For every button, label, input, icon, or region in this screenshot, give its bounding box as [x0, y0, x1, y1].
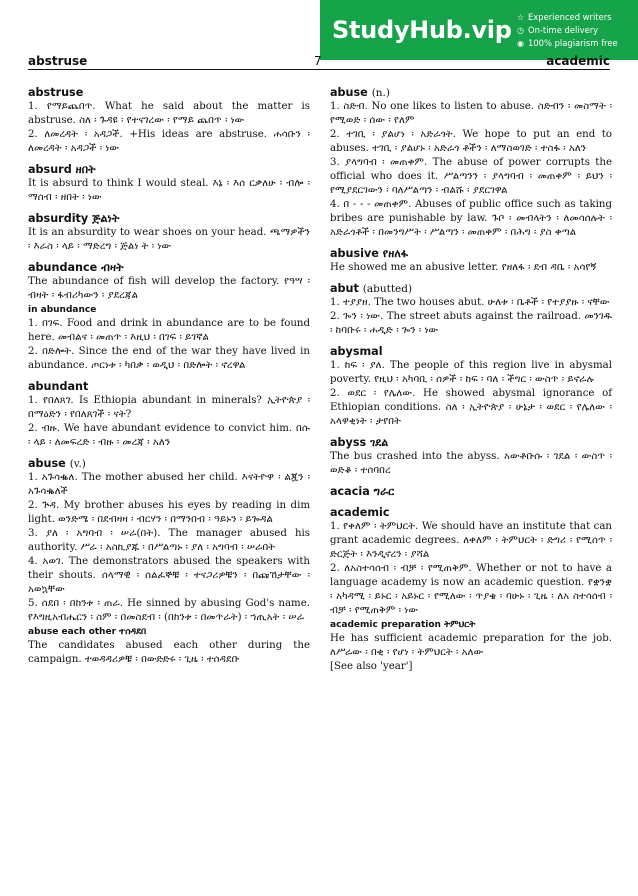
definition-line: 3. ያለ ፡ አግባብ ፡ ሠራ(በት). The manager abused his authority. ሥራ ፡ አስኪያጁ ፡ በሥልጣኑ ፡ ያለ ፡ አግባብ ፡ ሠራበት: [28, 528, 310, 553]
dictionary-entry: [330, 485, 612, 499]
definition-line: 4. አወገ. The demonstrators abused the speakers with their shouts. ሰላማዊ ፡ ሰልፈኞቹ ፡ ተናጋሪዎቹን ፡ በጩኸታቸው ፡ አወኳቸው: [28, 556, 310, 595]
entry-headword: [330, 506, 612, 520]
right-column: [330, 86, 612, 681]
entry-headword: [330, 345, 612, 359]
entry-headword: [330, 485, 612, 499]
headword-text: abundance ብዛት: [28, 261, 124, 274]
banner-feature-text: 100% plagiarism free: [528, 37, 618, 48]
definition-line: [See also 'year']: [330, 661, 413, 672]
subentry-heading: in abundance: [28, 305, 97, 315]
entry-headword: [330, 282, 612, 296]
page-number: 7: [314, 54, 322, 68]
entry-headword: [28, 212, 310, 226]
definition-line: 3. ያላግባብ ፡ መጠቀም. The abuse of power corrupts the official who does it. ሥልጣንን ፡ ያላግባብ ፡ መጠቀም ፡ ይህን ፡ የሚያደርገውን ፡ ባለሥልጣን ፡ ብልሹ ፡ ያደርገዋል: [330, 157, 612, 196]
headword-text: absurd ዘበት: [28, 163, 96, 176]
definition-line: 4. በ - - - መጠቀም. Abuses of public office such as taking bribes are punishable by law. ጉቦ ፡ መብላትን ፡ ለመሳሰሉት ፡ አድራጎቶች ፡ በመንግሥት ፡ ሥልጣን ፡ መጠቀም ፡ በሕግ ፡ ያስ ቀጣል: [330, 199, 612, 238]
dictionary-entry: [28, 212, 310, 254]
headword-text: abysmal: [330, 345, 383, 358]
dictionary-entry: [330, 436, 612, 478]
headword-text: abusive የዘለፋ: [330, 247, 409, 260]
definition-line: 1. አጉሳቈለ. The mother abused her child. እናትዮዋ ፡ ልጇን ፡ አጉሳቈለች: [28, 472, 310, 497]
entry-headword: [330, 247, 612, 261]
definition-line: 1. ተያያዘ. The two houses abut. ሁለቱ ፡ ቤቶች ፡ የተያያዙ ፡ ናቸው: [330, 297, 610, 308]
subentry-heading: abuse each other ተሰዳደበ: [28, 627, 147, 637]
definition-line: It is absurd to think I would steal. እኔ ፡ እሰ ርቃለሁ ፡ ብሎ ፡ ማሰብ ፡ ዘበት ፡ ነው: [28, 178, 310, 203]
entry-headword: [330, 86, 612, 100]
dictionary-entry: [28, 86, 310, 156]
definition-line: 2. ለአስተሳሰብ ፡ ብቻ ፡ የሚጠቅም. Whether or not to have a language academy is now an academic question. የቋንቋ ፡ አካዳሚ ፡ ይኑር ፡ አይኑር ፡ የሚለው ፡ ጥያቄ ፡ ባሁኑ ፡ ጊዜ ፡ ለአ ስተሳሰብ ፡ ብቻ ፡ የሚጠቅም ፡ ነው: [330, 563, 612, 616]
part-of-speech: (v.): [69, 458, 86, 470]
definition-line: 1. የበለጸገ. Is Ethiopia abundant in minerals? ኢትዮጵያ ፡ በማዕድን ፡ የበለጸገች ፡ ናት?: [28, 395, 310, 420]
banner-feature: [516, 11, 618, 24]
headword-text: abundant: [28, 380, 89, 393]
star-icon: ☆: [516, 12, 525, 22]
header-first-word: abstruse: [28, 54, 88, 68]
definition-line: 5. ሰደበ ፡ በከንቱ ፡ ጠራ. He sinned by abusing God's name. የእግዚአብሔርን ፡ ስም ፡ በመስደብ ፡ (በከንቱ ፡ በመጥራት) ፡ ኀጢአት ፡ ሠራ: [28, 598, 310, 623]
definition-line: 2. ጐን ፡ ነው. The street abuts against the railroad. መንገዱ ፡ ከባቡሩ ፡ ሐዲድ ፡ ጐን ፡ ነው: [330, 311, 612, 336]
definition-line: 1. የማይጨበጥ. What he said about the matter is abstruse. ስለ ፡ ጉዳዩ ፡ የተናገረው ፡ የማይ ጨበጥ ፡ ነው: [28, 101, 310, 126]
headword-text: acacia ግራር: [330, 485, 395, 498]
dictionary-entry: [330, 247, 612, 275]
headword-text: abstruse: [28, 86, 84, 99]
definition-line: He showed me an abusive letter. የዘለፋ ፡ ደብ ዳቤ ፡ አሳየኝ: [330, 262, 597, 273]
entry-headword: [28, 261, 310, 275]
entry-headword: [28, 86, 310, 100]
definition-line: 1. በገፍ. Food and drink in abundance are to be found here. መብልና ፡ መጠጥ ፡ እዚህ ፡ በገፍ ፡ ይገኛል: [28, 318, 310, 343]
entry-headword: [330, 436, 612, 450]
percent-icon: ◉: [517, 38, 524, 48]
definition-line: He has sufficient academic preparation for the job. ለሥራው ፡ በቂ ፡ የሆነ ፡ ትምህርት ፡ አለው: [330, 633, 612, 658]
definition-line: The candidates abused each other during the campaign. ተወዳዳሪዎቹ ፡ በውድድሩ ፡ ጊዜ ፡ ተሰዳደቡ: [28, 640, 310, 665]
banner-feature-list: [516, 11, 618, 50]
headword-text: abuse: [330, 86, 368, 99]
headword-text: abuse: [28, 457, 66, 470]
part-of-speech: (n.): [371, 87, 390, 99]
part-of-speech: (abutted): [362, 283, 413, 295]
definition-line: 2. በድሎት. Since the end of the war they have lived in abundance. ጦርነቱ ፡ ካበቃ ፡ ወዲህ ፡ በድሎት ፡ ኖረዋል: [28, 346, 310, 371]
dictionary-entry: [28, 457, 310, 667]
definition-line: The bus crashed into the abyss. አውቶቡሱ ፡ ገደል ፡ ውስጥ ፡ ወድቆ ፡ ተሰባበረ: [330, 451, 612, 476]
dictionary-entry: [330, 282, 612, 338]
definition-line: It is an absurdity to wear shoes on your head. ጫማዎችን ፡ እራስ ፡ ላይ ፡ ማድረግ ፡ ጅልነ ት ፡ ነው: [28, 227, 310, 252]
dictionary-entry: [330, 345, 612, 429]
banner-feature-text: Experienced writers: [528, 11, 612, 22]
definition-line: 1. ከፍ ፡ ያለ. The people of this region live in abysmal poverty. የዚህ ፡ አካባቢ ፡ ሰዎች ፡ ከፍ ፡ ባለ ፡ ችግር ፡ ውስጥ ፡ ይኖራሉ: [330, 360, 612, 385]
dictionary-entry: [28, 163, 310, 205]
definition-line: 2. ተገቢ ፡ ያልሆነ ፡ አድራጎት. We hope to put an end to abuses. ተገቢ ፡ ያልሆኑ ፡ አድራጎ ቶችን ፡ ለማስወገድ ፡ ተስፋ ፡ አለን: [330, 129, 612, 154]
header-last-word: academic: [546, 54, 610, 68]
dictionary-entry: [28, 380, 310, 450]
definition-line: 2. ወደር ፡ የሌለው. He showed abysmal ignorance of Ethiopian conditions. ስለ ፡ ኢትዮጵያ ፡ ሁኔታ ፡ ወደር ፡ የሌለው ፡ አላዋቂነት ፡ ታየበት: [330, 388, 612, 427]
clock-icon: ◷: [517, 25, 524, 35]
page-header: [28, 52, 610, 70]
entry-headword: [28, 380, 310, 394]
left-column: [28, 86, 310, 674]
studyhub-banner[interactable]: [320, 0, 638, 60]
subentry-heading: academic preparation ትምህርት: [330, 620, 476, 630]
headword-text: abyss ገደል: [330, 436, 389, 449]
dictionary-entry: [28, 261, 310, 373]
entry-headword: [28, 163, 310, 177]
definition-line: The abundance of fish will develop the factory. የዓሣ ፡ ብዛት ፡ ፋብሪካውን ፡ ያደረጃል: [28, 276, 310, 301]
dictionary-entry: [330, 506, 612, 674]
headword-text: academic: [330, 506, 390, 519]
definition-line: 2. ለመረዳት ፡ አዳጋች. +His ideas are abstruse. ሐሳቡን ፡ ለመረዳት ፡ አዳጋች ፡ ነው: [28, 129, 310, 154]
entry-headword: [28, 457, 310, 471]
headword-text: absurdity ጅልነት: [28, 212, 120, 225]
banner-feature-text: On-time delivery: [528, 24, 599, 35]
studyhub-logo[interactable]: StudyHub.vip: [332, 16, 512, 44]
banner-feature: [516, 37, 618, 50]
definition-line: 2. ጕዳ. My brother abuses his eyes by reading in dim light. ወንድሜ ፡ በደብዛዛ ፡ ብርሃን ፡ በማንበብ ፡ ዓይኑን ፡ ይጐዳል: [28, 500, 310, 525]
dictionary-entry: [330, 86, 612, 240]
headword-text: abut: [330, 282, 359, 295]
banner-feature: [516, 24, 618, 37]
definition-line: 2. ብዙ. We have abundant evidence to convict him. በሱ ፡ ላይ ፡ ለመፍረድ ፡ ብዙ ፡ መረጃ ፡ አለን: [28, 423, 310, 448]
definition-line: 1. ስድብ. No one likes to listen to abuse. ስድብን ፡ መስማት ፡ የሚወድ ፡ ሰው ፡ የለም: [330, 101, 612, 126]
definition-line: 1. የቀለም ፡ ትምህርት. We should have an institute that can grant academic degrees. ለቀለም ፡ ትምህርት ፡ ድግሪ ፡ የሚሰጥ ፡ ድርጅት ፡ እንዲኖረን ፡ ያሻል: [330, 521, 612, 560]
